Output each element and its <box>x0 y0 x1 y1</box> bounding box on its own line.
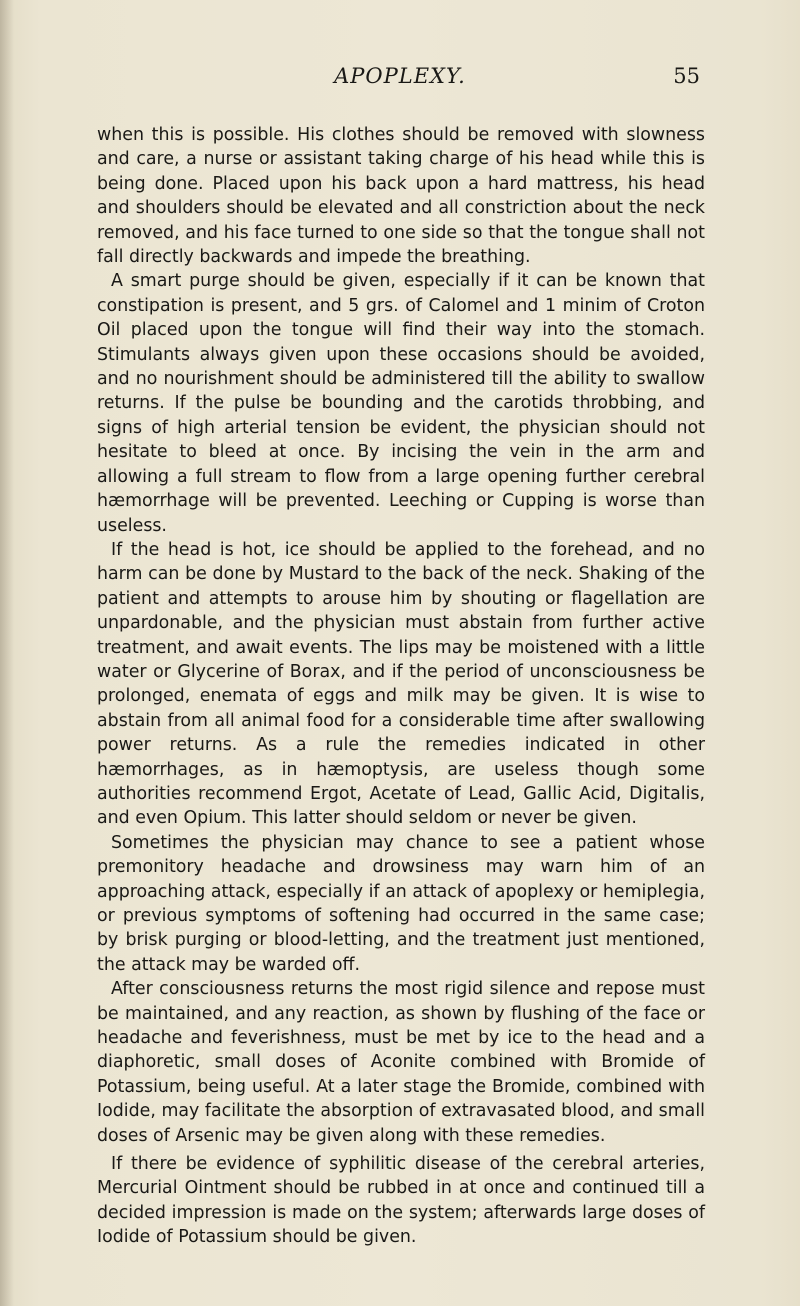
paragraph-continuation: when this is possible. His clothes should be removed with slowness and care, a nurse or assistant taking charge of his head while this is being done. Placed upon his back upon a hard mattress, his head and shoulders should be elevated and all constriction about the neck removed, and his face turned to one side so that the tongue shall not fall directly backwards and impede the breathing. <box>97 125 705 268</box>
paragraph-purge: A smart purge should be given, especially if it can be known that constipation is present, and 5 grs. of Calomel and 1 minim of Croton Oil placed upon the tongue will find their way into the stomach. Stimulants always given upon these occasions should be avoided, and no nourishment should be administered till the ability to swallow returns. If the pulse be bounding and the carotids throbbing, and signs of high arterial tension be evident, the physician should not hesitate to bleed at once. By incising the vein in the arm and allowing a full stream to flow from a large opening further cerebral hæmorrhage will be prevented. Leeching or Cupping is worse than useless. <box>97 271 705 536</box>
spine-shadow <box>0 0 14 1306</box>
paragraph-syphilitic: If there be evidence of syphilitic disease of the cerebral arteries, Mercurial Ointment should be rubbed in at once and continued till a decided impression is made on the system; afterwards large doses of Iodide of Potassium should be given. <box>97 1154 705 1248</box>
paragraph-ice: If the head is hot, ice should be applied to the forehead, and no harm can be done by Mustard to the back of the neck. Shaking of the patient and attempts to arouse him by shouting or flagellation are unpardonable, and the physician must abstain from further active treatment, and await events. The lips may be moistened with a little water or Glycerine of Borax, and if the period of unconsciousness be prolonged, enemata of eggs and milk may be given. It is wise to abstain from all animal food for a considerable time after swallowing power returns. As a rule the remedies indicated in other hæmorrhages, as in hæmoptysis, are useless though some authorities recommend Ergot, Acetate of Lead, Gallic Acid, Digitalis, and even Opium. This latter should seldom or never be given. <box>97 539 705 829</box>
body-text <box>97 123 705 1250</box>
paragraph-premonitory: Sometimes the physician may chance to see a patient whose premonitory headache and drowsiness may warn him of an approaching attack, especially if an attack of apoplexy or hemiplegia, or previous symptoms of softening had occurred in the same case; by brisk purging or blood-letting, and the treatment just mentioned, the attack may be warded off. <box>97 832 705 975</box>
running-head: APOPLEXY. <box>334 64 466 88</box>
page-number: 55 <box>673 64 700 88</box>
paragraph-consciousness: After consciousness returns the most rigid silence and repose must be maintained, and any reaction, as shown by flushing of the face or headache and feverishness, must be met by ice to the head and a diaphoretic, small doses of Aconite combined with Bromide of Potassium, being useful. At a later stage the Bromide, combined with Iodide, may facilitate the absorption of extravasated blood, and small doses of Arsenic may be given along with these remedies. <box>97 979 705 1146</box>
page-header <box>100 64 700 94</box>
